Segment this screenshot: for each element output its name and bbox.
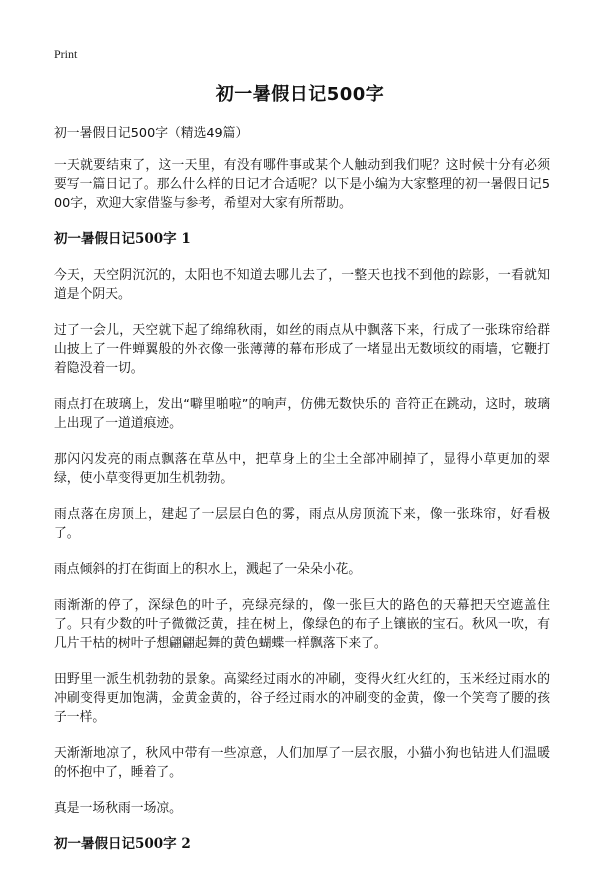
section-heading: 初一暑假日记500字 2	[54, 836, 191, 852]
paragraph: 今天，天空阴沉沉的，太阳也不知道去哪儿去了，一整天也找不到他的踪影，一看就知道是个阴天。	[54, 268, 550, 302]
paragraph: 过了一会儿，天空就下起了绵绵秋雨，如丝的雨点从中飘落下来，行成了一张珠帘给群山披上了一件蝉翼般的外衣像一张薄薄的幕布形成了一堵显出无数顷纹的雨墙，它鞭打着隐没着一切。	[54, 323, 550, 376]
section-heading: 初一暑假日记500字 1	[54, 231, 191, 247]
paragraph: 雨点打在玻璃上，发出“噼里啪啦”的响声，仿佛无数快乐的 音符正在跳动，这时，玻璃上出现了一道道痕迹。	[54, 397, 550, 431]
article-body	[54, 124, 550, 871]
paragraph: 雨渐渐的停了，深绿色的叶子，亮绿亮绿的，像一张巨大的路色的天幕把天空遮盖住了。只有少数的叶子微微泛黄，挂在树上，像绿色的布子上镶嵌的宝石。秋风一吹，有几片干枯的树叶子想翩翩起舞的黄色蝴蝶一样飘落下来了。	[54, 598, 550, 651]
paragraph: 那闪闪发亮的雨点飘落在草丛中，把草身上的尘土全部冲刷掉了，显得小草更加的翠绿，使小草变得更加生机勃勃。	[54, 452, 550, 486]
article-subtitle: 初一暑假日记500字（精选49篇）	[54, 126, 249, 141]
paragraph: 天渐渐地凉了，秋风中带有一些凉意，人们加厚了一层衣服，小猫小狗也钻进人们温暖的怀抱中了，睡着了。	[54, 746, 550, 780]
paragraph: 雨点落在房顶上，建起了一层层白色的雾，雨点从房顶流下来，像一张珠帘，好看极了。	[54, 507, 550, 541]
print-link[interactable]: Print	[54, 47, 78, 61]
paragraph: 田野里一派生机勃勃的景象。高粱经过雨水的冲刷，变得火红火红的，玉米经过雨水的冲刷变得更加饱满，金黄金黄的，谷子经过雨水的冲刷变的金黄，像一个笑弯了腰的孩子一样。	[54, 672, 550, 725]
intro-paragraph: 一天就要结束了，这一天里，有没有哪件事或某个人触动到我们呢？这时候十分有必须要写一篇日记了。那么什么样的日记才合适呢？以下是小编为大家整理的初一暑假日记500字，欢迎大家借鉴与参考，希望对大家有所帮助。	[54, 158, 550, 211]
paragraph: 雨点倾斜的打在街面上的积水上，溅起了一朵朵小花。	[54, 562, 362, 577]
paragraph: 真是一场秋雨一场凉。	[54, 801, 182, 816]
page-title: 初一暑假日记500字	[215, 84, 385, 105]
